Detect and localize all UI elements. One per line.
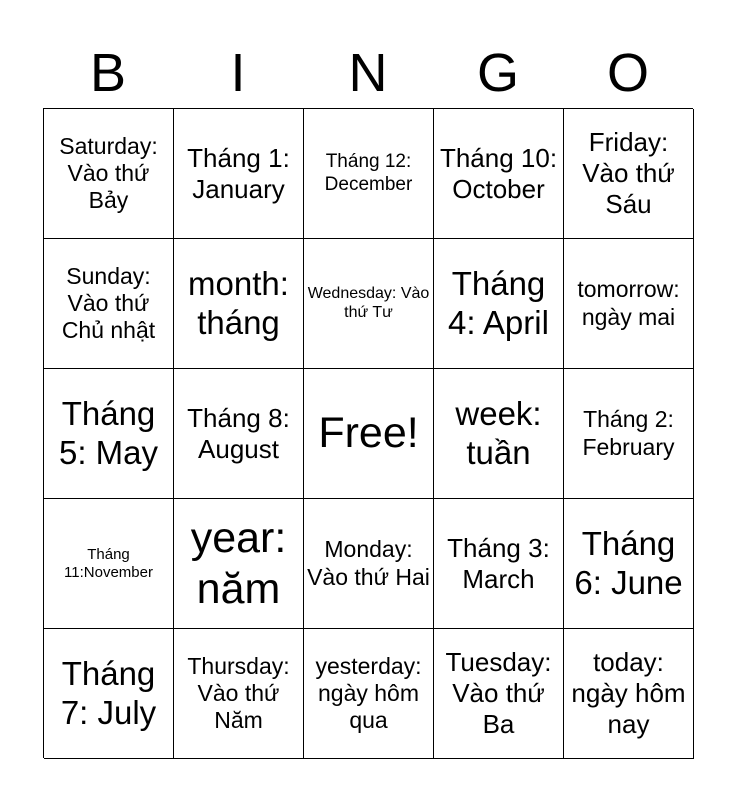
bingo-cell[interactable] [564, 109, 694, 239]
bingo-cell[interactable] [44, 369, 174, 499]
cell-text: month: tháng [188, 264, 289, 341]
cell-text: Tuesday: Vào thứ Ba [445, 647, 552, 739]
bingo-cell[interactable] [564, 499, 694, 629]
bingo-cell[interactable] [564, 239, 694, 369]
cell-text: Monday: Vào thứ Hai [307, 536, 430, 590]
cell-text: Tháng 2: February [582, 406, 675, 460]
bingo-cell[interactable] [434, 239, 564, 369]
bingo-cell[interactable] [174, 239, 304, 369]
bingo-cell[interactable] [174, 109, 304, 239]
cell-text: Tháng 1: January [187, 142, 290, 204]
cell-text: Tháng 5: May [58, 394, 159, 471]
bingo-cell[interactable] [434, 499, 564, 629]
bingo-cell[interactable] [174, 629, 304, 759]
cell-text: Tháng 8: August [187, 402, 290, 464]
header-letter-i: I [230, 43, 246, 103]
bingo-cell[interactable] [304, 109, 434, 239]
bingo-cell[interactable] [304, 629, 434, 759]
bingo-cell[interactable] [44, 239, 174, 369]
cell-text: yesterday: ngày hôm qua [315, 652, 422, 734]
bingo-cell[interactable] [304, 239, 434, 369]
header-letter-g: G [476, 43, 519, 103]
cell-text: today: ngày hôm nay [571, 647, 686, 739]
free-space-text: Free! [318, 409, 419, 458]
free-space-cell[interactable] [304, 369, 434, 499]
cell-text: Tháng 6: June [574, 524, 683, 601]
bingo-header [43, 38, 693, 108]
cell-text: Tháng 4: April [448, 264, 549, 341]
cell-text: Saturday: Vào thứ Bảy [59, 132, 158, 214]
bingo-cell[interactable] [434, 109, 564, 239]
cell-text: Thursday: Vào thứ Năm [187, 652, 290, 734]
cell-text: Tháng 12: December [324, 151, 413, 195]
cell-text: Tháng 7: July [60, 654, 157, 731]
header-letter-b: B [89, 43, 127, 103]
bingo-cell[interactable] [434, 369, 564, 499]
bingo-cell[interactable] [564, 629, 694, 759]
cell-text: week: tuần [455, 394, 542, 471]
header-letter-n: N [348, 43, 388, 103]
cell-text: Friday: Vào thứ Sáu [582, 127, 675, 219]
bingo-cell[interactable] [44, 109, 174, 239]
cell-text: Sunday: Vào thứ Chủ nhật [61, 262, 156, 344]
bingo-cell[interactable] [304, 499, 434, 629]
bingo-cell[interactable] [564, 369, 694, 499]
bingo-cell[interactable] [44, 499, 174, 629]
header-letter-o: O [606, 43, 649, 103]
cell-text: Tháng 10: October [439, 142, 558, 204]
bingo-cell[interactable] [434, 629, 564, 759]
cell-text: year: năm [190, 513, 287, 613]
cell-text: tomorrow: ngày mai [577, 276, 680, 330]
cell-text: Tháng 11:November [64, 545, 153, 581]
bingo-cell[interactable] [44, 629, 174, 759]
bingo-cell[interactable] [174, 369, 304, 499]
bingo-board [43, 108, 693, 758]
cell-text: Wednesday: Vào thứ Tư [307, 284, 430, 321]
cell-text: Tháng 3: March [447, 532, 550, 594]
bingo-cell[interactable] [174, 499, 304, 629]
